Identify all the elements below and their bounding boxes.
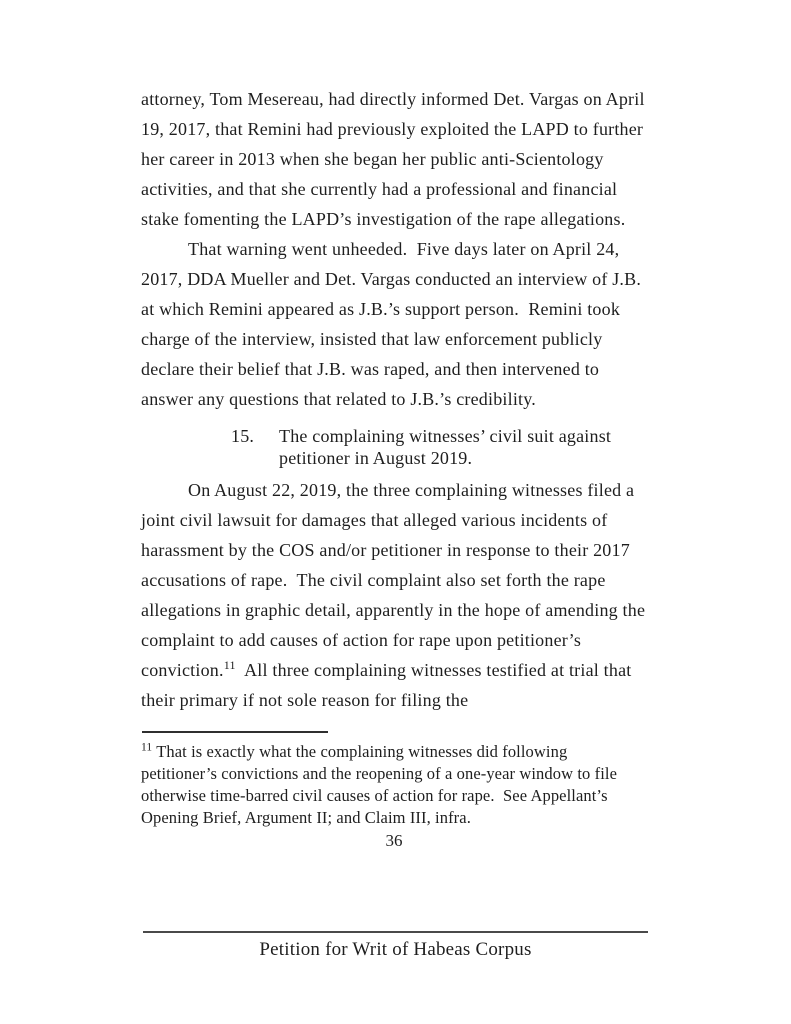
footnote-reference: 11	[223, 658, 236, 672]
body-paragraph-continued: attorney, Tom Mesereau, had directly informed Det. Vargas on April 19, 2017, that Remini had previously exploited the LAPD to further her career in 2013 when she began her public anti-Scientology activities, and that she currently had a professional and financial stake fomenting the LAPD’s investigation of the rape allegations.	[141, 89, 650, 229]
page-number: 36	[385, 831, 403, 850]
footnote-marker: 11	[141, 741, 153, 754]
footnote-text: That is exactly what the complaining witnesses did following petitioner’s convictions and the reopening of a one-year window to file otherwise time-barred civil causes of action for rape. See Appellant’s Opening Brief, Argument II; and Claim III, infra.	[141, 742, 622, 827]
footer-title: Petition for Writ of Habeas Corpus	[259, 939, 532, 960]
section-heading-number: 15.	[231, 426, 255, 446]
body-paragraph: That warning went unheeded. Five days later on April 24, 2017, DDA Mueller and Det. Vargas conducted an interview of J.B. at which Remini appeared as J.B.’s support person. Remini took charge of the interview, insisted that law enforcement publicly declare their belief that J.B. was raped, and then intervened to answer any questions that related to J.B.’s credibility.	[141, 239, 646, 409]
text-block	[141, 84, 650, 852]
footnote	[141, 741, 647, 829]
page-footer	[143, 931, 648, 961]
paragraph-text-after-footnote-ref: All three complaining witnesses testified at trial that their primary if not sole reason for filing the	[141, 660, 637, 710]
section-heading	[231, 420, 647, 473]
body-paragraph	[141, 475, 650, 715]
paragraph-text-before-footnote-ref: On August 22, 2019, the three complaining witnesses filed a joint civil lawsuit for damages that alleged various incidents of harassment by the COS and/or petitioner in response to their 2017 accusations of rape. The civil complaint also set forth the rape allegations in graphic detail, apparently in the hope of amending the complaint to add causes of action for rape upon petitioner’s conviction.	[141, 480, 650, 680]
footnote-separator-rule	[142, 731, 328, 733]
section-heading-text: The complaining witnesses’ civil suit against petitioner in August 2019.	[279, 426, 612, 468]
